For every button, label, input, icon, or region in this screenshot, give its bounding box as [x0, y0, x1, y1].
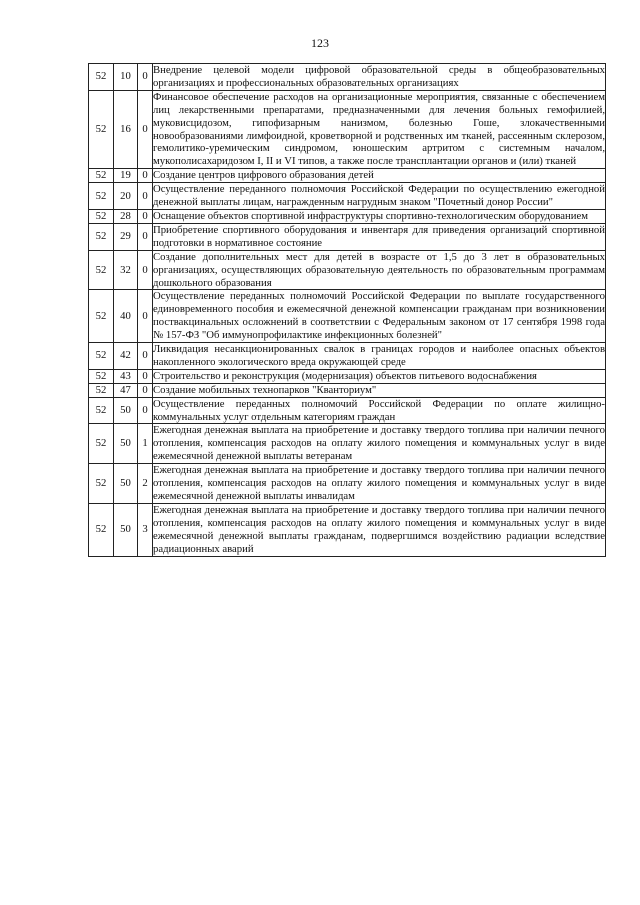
code-part-2: 50	[114, 424, 138, 464]
code-part-1: 52	[89, 383, 114, 397]
table-row	[89, 90, 606, 168]
code-part-2: 42	[114, 343, 138, 370]
table-row	[89, 223, 606, 250]
row-description: Создание центров цифрового образования детей	[153, 169, 606, 183]
code-part-2: 50	[114, 397, 138, 424]
table-row	[89, 169, 606, 183]
code-part-2: 16	[114, 90, 138, 168]
code-part-2: 20	[114, 183, 138, 210]
row-description: Осуществление переданных полномочий Российской Федерации по выплате государственного единовременного пособия и ежемесячной денежной компенсации гражданам при возникновении поствакцинальных осложнений в соответствии с Федеральным законом от 17 сентября 1998 года № 157-ФЗ "Об иммунопрофилактике инфекционных болезней"	[153, 290, 605, 342]
code-part-3: 0	[138, 343, 153, 370]
code-part-1: 52	[89, 250, 114, 290]
code-part-3: 0	[138, 290, 153, 343]
row-description: Осуществление переданного полномочия Российской Федерации по осуществлению ежегодной денежной выплаты лицам, награжденным нагрудным знаком "Почетный донор России"	[153, 183, 605, 209]
code-part-1: 52	[89, 223, 114, 250]
table-row	[89, 343, 606, 370]
code-part-3: 0	[138, 90, 153, 168]
code-part-1: 52	[89, 424, 114, 464]
budget-code-table	[88, 63, 606, 557]
code-part-3: 1	[138, 424, 153, 464]
code-part-1: 52	[89, 503, 114, 556]
code-part-2: 32	[114, 250, 138, 290]
row-description: Создание дополнительных мест для детей в возрасте от 1,5 до 3 лет в образовательных организациях, осуществляющих образовательную деятельность по образовательным программам дошкольного образования	[153, 250, 605, 289]
table-body	[89, 64, 606, 557]
code-part-1: 52	[89, 183, 114, 210]
code-part-2: 28	[114, 209, 138, 223]
row-description: Финансовое обеспечение расходов на организационные мероприятия, связанные с обеспечением лиц лекарственными препаратами, предназначенными для лечения больных гемофилией, муковисцидозом, гипофизарным нанизмом, болезнью Гоше, злокачественными новообразованиями лимфоидной, кроветворной и родственных им тканей, рассеянным склерозом, гемолитико-уремическим синдромом, юношеским артритом с системным началом, мукополисахаридозом I, II и VI типов, а также после трансплантации органов и (или) тканей	[153, 90, 605, 168]
code-part-3: 0	[138, 183, 153, 210]
code-part-3: 0	[138, 369, 153, 383]
code-part-3: 0	[138, 223, 153, 250]
table-row	[89, 424, 606, 464]
table-row	[89, 464, 606, 504]
code-part-3: 0	[138, 250, 153, 290]
code-part-1: 52	[89, 369, 114, 383]
code-part-1: 52	[89, 209, 114, 223]
table-row	[89, 183, 606, 210]
table-row	[89, 503, 606, 556]
code-part-3: 0	[138, 64, 153, 91]
code-part-1: 52	[89, 464, 114, 504]
table-row	[89, 209, 606, 223]
code-part-2: 50	[114, 503, 138, 556]
table-row	[89, 397, 606, 424]
row-description: Приобретение спортивного оборудования и инвентаря для приведения организаций спортивной подготовки в нормативное состояние	[153, 223, 605, 249]
row-description: Ежегодная денежная выплата на приобретение и доставку твердого топлива при наличии печного отопления, компенсация расходов на оплату жилого помещения и коммунальных услуг в виде ежемесячной денежной выплаты ветеранам	[153, 424, 605, 463]
code-part-2: 10	[114, 64, 138, 91]
table-row	[89, 383, 606, 397]
code-part-3: 0	[138, 397, 153, 424]
code-part-1: 52	[89, 64, 114, 91]
code-part-3: 2	[138, 464, 153, 504]
page-number: 123	[311, 36, 329, 50]
code-part-3: 0	[138, 209, 153, 223]
code-part-2: 29	[114, 223, 138, 250]
row-description: Ликвидация несанкционированных свалок в границах городов и наиболее опасных объектов накопленного экологического вреда окружающей среде	[153, 343, 605, 368]
code-part-2: 43	[114, 369, 138, 383]
code-part-1: 52	[89, 290, 114, 343]
row-description: Ежегодная денежная выплата на приобретение и доставку твердого топлива при наличии печного отопления, компенсация расходов на оплату жилого помещения и коммунальных услуг в виде ежемесячной денежной выплаты гражданам, подвергшимся воздействию радиации вследствие радиационных аварий	[153, 503, 605, 555]
table-row	[89, 290, 606, 343]
row-description: Строительство и реконструкция (модернизация) объектов питьевого водоснабжения	[153, 369, 606, 383]
code-part-1: 52	[89, 343, 114, 370]
code-part-1: 52	[89, 169, 114, 183]
code-part-3: 0	[138, 169, 153, 183]
table-row	[89, 64, 606, 91]
row-description: Внедрение целевой модели цифровой образовательной среды в общеобразовательных организациях и профессиональных образовательных организациях	[153, 64, 605, 89]
table-row	[89, 369, 606, 383]
code-part-1: 52	[89, 397, 114, 424]
row-description: Создание мобильных технопарков "Кванториум"	[153, 383, 606, 397]
code-part-3: 3	[138, 503, 153, 556]
code-part-1: 52	[89, 90, 114, 168]
code-part-2: 19	[114, 169, 138, 183]
code-part-2: 40	[114, 290, 138, 343]
code-part-2: 50	[114, 464, 138, 504]
code-part-3: 0	[138, 383, 153, 397]
row-description: Оснащение объектов спортивной инфраструктуры спортивно-технологическим оборудованием	[153, 209, 606, 223]
row-description: Ежегодная денежная выплата на приобретение и доставку твердого топлива при наличии печного отопления, компенсация расходов на оплату жилого помещения и коммунальных услуг в виде ежемесячной денежной выплаты инвалидам	[153, 464, 605, 502]
code-part-2: 47	[114, 383, 138, 397]
table-row	[89, 250, 606, 290]
row-description: Осуществление переданных полномочий Российской Федерации по оплате жилищно-коммунальных услуг отдельным категориям граждан	[153, 397, 605, 423]
